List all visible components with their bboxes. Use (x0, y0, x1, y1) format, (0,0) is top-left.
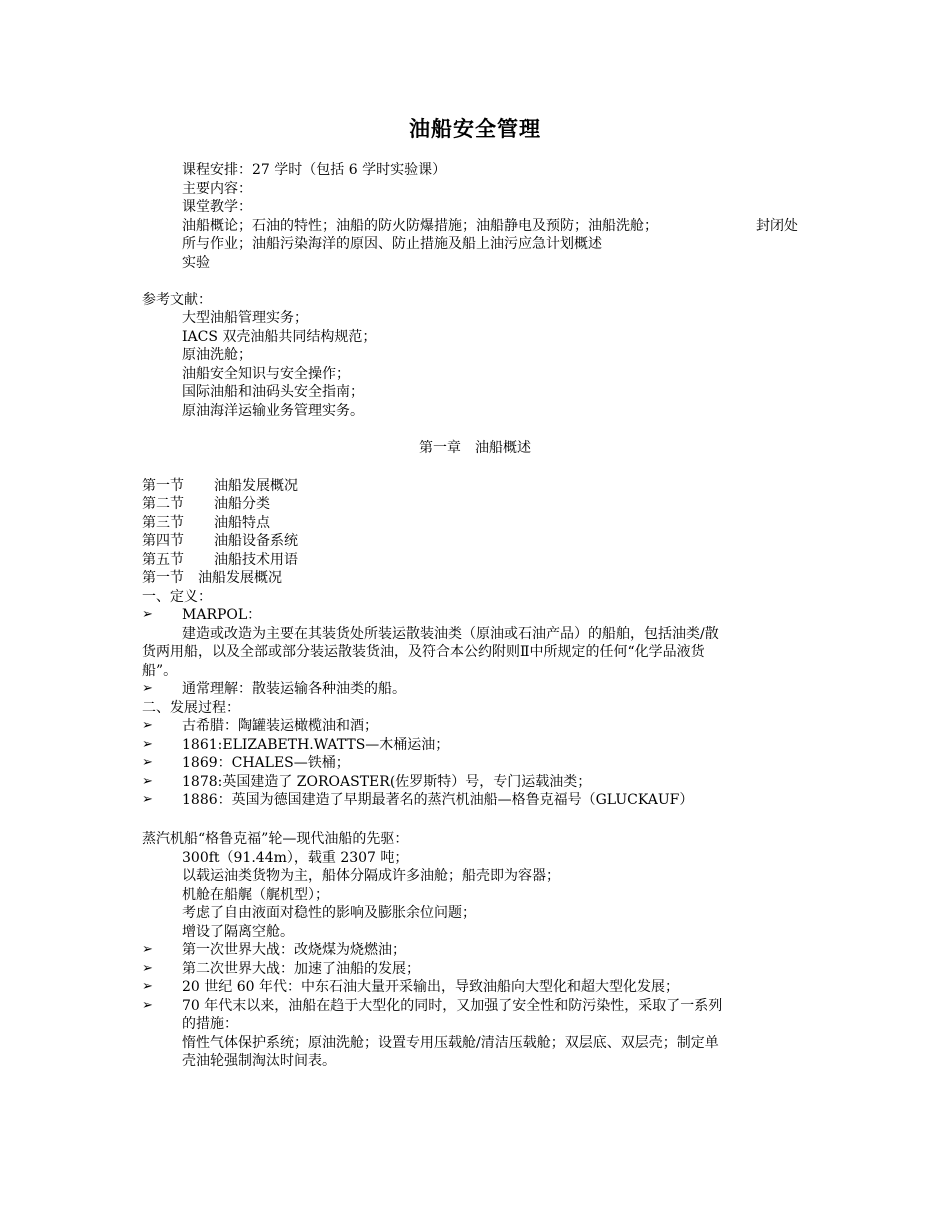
steam-ship-line: 增设了隔离空舱。 (182, 924, 294, 940)
later-item: 20 世纪 60 年代：中东石油大量开采输出，导致油船向大型化和超大型化发展； (182, 979, 679, 995)
marpol-text-2: 货两用船，以及全部或部分装运散装货油，及符合本公约附则Ⅱ中所规定的任何“化学品液货 (142, 644, 705, 660)
bullet-arrow-icon: ➢ (142, 681, 153, 696)
definition-heading: 一、定义： (142, 589, 212, 605)
section-1-heading: 第一节 油船发展概况 (142, 570, 282, 586)
marpol-text-1: 建造或改造为主要在其装货处所装运散装油类（原油或石油产品）的船舶，包括油类/散 (182, 626, 719, 642)
section-name: 油船技术用语 (214, 552, 298, 568)
later-continuation: 的措施： (182, 1016, 238, 1032)
steam-ship-line: 考虑了自由液面对稳性的影响及膨胀余位问题； (182, 905, 476, 921)
later-item: 第二次世界大战：加速了油船的发展； (182, 961, 420, 977)
bullet-arrow-icon: ➢ (142, 755, 153, 770)
bullet-arrow-icon: ➢ (142, 942, 153, 957)
section-name: 油船发展概况 (214, 478, 298, 494)
steam-ship-line: 300ft（91.44m），载重 2307 吨； (182, 850, 409, 866)
section-number: 第一节 (142, 478, 184, 494)
bullet-arrow-icon: ➢ (142, 737, 153, 752)
section-name: 油船分类 (214, 496, 270, 512)
references-label: 参考文献： (142, 292, 212, 308)
later-item: 70 年代末以来，油船在趋于大型化的同时，又加强了安全性和防污染性，采取了一系列 (182, 998, 723, 1014)
later-continuation: 惰性气体保护系统；原油洗舱；设置专用压载舱/清洁压载舱；双层底、双层壳；制定单 (182, 1035, 719, 1051)
page-title: 油船安全管理 (409, 117, 541, 141)
section-number: 第二节 (142, 496, 184, 512)
later-item: 第一次世界大战：改烧煤为烧燃油； (182, 942, 406, 958)
lab-label: 实验 (182, 255, 210, 271)
classroom-label: 课堂教学： (182, 199, 252, 215)
marpol-label: MARPOL： (182, 607, 262, 623)
bullet-arrow-icon: ➢ (142, 998, 153, 1013)
section-number: 第四节 (142, 533, 184, 549)
reference-item: 原油海洋运输业务管理实务。 (182, 403, 364, 419)
bullet-arrow-icon: ➢ (142, 718, 153, 733)
later-continuation: 壳油轮强制淘汰时间表。 (182, 1053, 336, 1069)
bullet-arrow-icon: ➢ (142, 607, 153, 622)
steam-ship-intro: 蒸汽机船“格鲁克福”轮—现代油船的先驱： (142, 831, 409, 847)
course-schedule: 课程安排：27 学时（包括 6 学时实验课） (182, 162, 447, 178)
chapter-heading: 第一章 油船概述 (419, 440, 531, 456)
history-item: 1878:英国建造了 ZOROASTER(佐罗斯特）号，专门运载油类； (182, 774, 592, 790)
bullet-arrow-icon: ➢ (142, 774, 153, 789)
bullet-arrow-icon: ➢ (142, 792, 153, 807)
steam-ship-line: 以载运油类货物为主，船体分隔成许多油舱；船壳即为容器； (182, 868, 560, 884)
reference-item: 国际油船和油码头安全指南； (182, 384, 364, 400)
history-heading: 二、发展过程： (142, 700, 240, 716)
history-item: 古希腊：陶罐装运橄榄油和酒； (182, 718, 378, 734)
marpol-text-3: 船”。 (142, 663, 178, 679)
history-item: 1886：英国为德国建造了早期最著名的蒸汽机油船—格鲁克福号（GLUCKAUF） (182, 792, 694, 808)
reference-item: 原油洗舱； (182, 347, 252, 363)
classroom-line-1: 油船概论；石油的特性；油船的防火防爆措施；油船静电及预防；油船洗舱； (182, 218, 658, 234)
reference-item: 油船安全知识与安全操作； (182, 366, 350, 382)
common-understanding: 通常理解：散装运输各种油类的船。 (182, 681, 406, 697)
classroom-line-2: 所与作业；油船污染海洋的原因、防止措施及船上油污应急计划概述 (182, 236, 602, 252)
bullet-arrow-icon: ➢ (142, 979, 153, 994)
classroom-line-1-end: 封闭处 (756, 218, 798, 234)
steam-ship-line: 机舱在船艉（艉机型）； (182, 887, 329, 903)
section-name: 油船设备系统 (214, 533, 298, 549)
section-name: 油船特点 (214, 515, 270, 531)
history-item: 1861:ELIZABETH.WATTS—木桶运油； (182, 737, 450, 753)
reference-item: 大型油船管理实务； (182, 310, 308, 326)
section-number: 第五节 (142, 552, 184, 568)
reference-item: IACS 双壳油船共同结构规范； (182, 329, 377, 345)
bullet-arrow-icon: ➢ (142, 961, 153, 976)
history-item: 1869：CHALES—铁桶； (182, 755, 350, 771)
main-content-label: 主要内容： (182, 181, 252, 197)
section-number: 第三节 (142, 515, 184, 531)
